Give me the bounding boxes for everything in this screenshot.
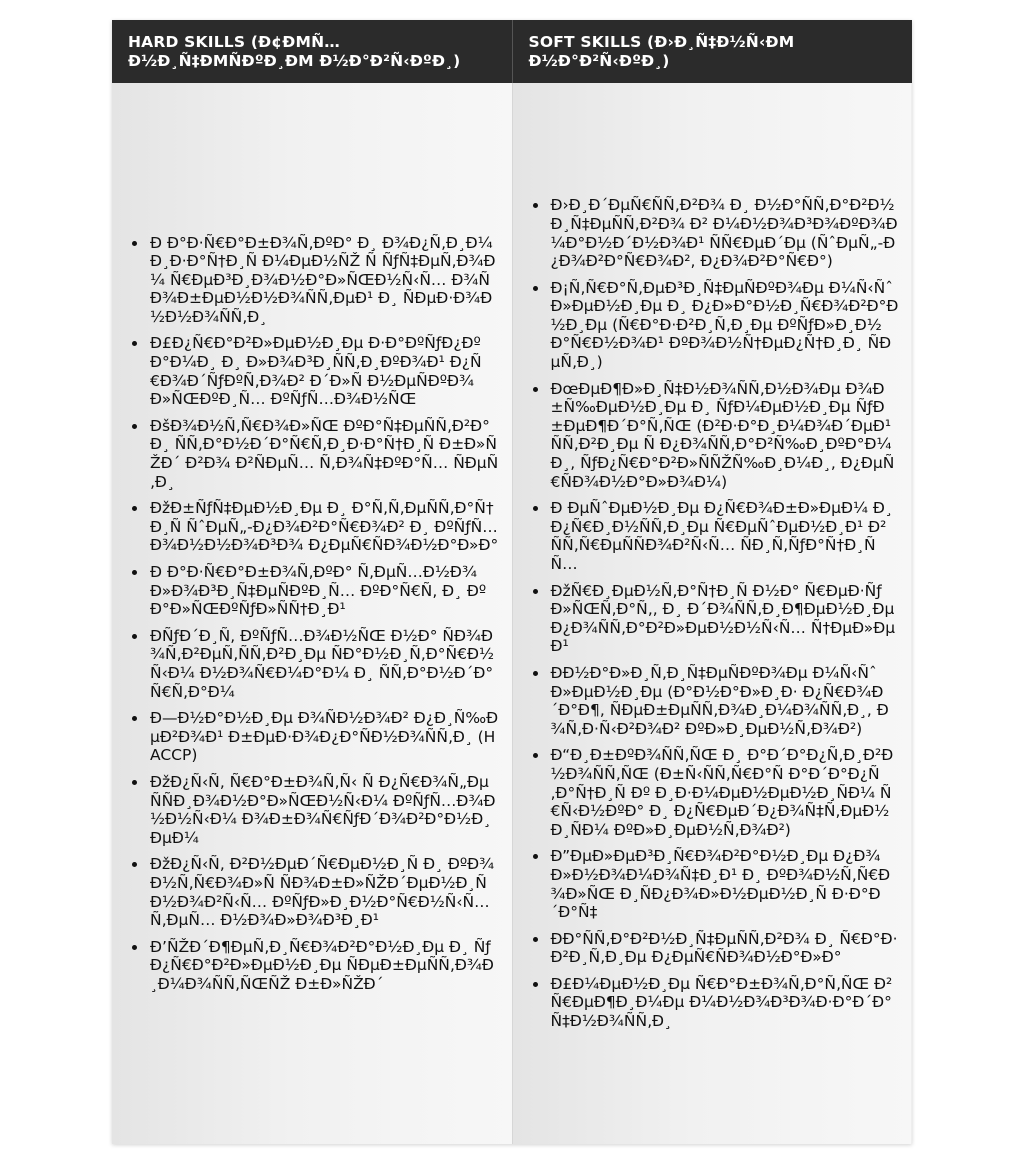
hard-skill-item: • Ð—Ð½Ð°Ð½Ð¸Ðµ Ð¾ÑÐ½Ð¾Ð² Ð¿Ð¸Ñ‰ÐµÐ²Ð¾Ð¹ Ð±ÐµÐ·Ð¾Ð¿Ð°ÑÐ½Ð¾ÑÑ‚Ð¸ (HACCP): [148, 709, 500, 765]
soft-skill-item: • ÐœÐµÐ¶Ð»Ð¸Ñ‡Ð½Ð¾ÑÑ‚Ð½Ð¾Ðµ Ð¾Ð±Ñ‰ÐµÐ½Ð¸Ðµ Ð¸ ÑƒÐ¼ÐµÐ½Ð¸Ðµ ÑƒÐ±ÐµÐ¶Ð´Ð°Ñ‚ÑŒ (Ð²Ð·Ð°Ð¸Ð¼Ð¾Ð´ÐµÐ¹ÑÑ‚Ð²Ð¸Ðµ Ñ Ð¿Ð¾ÑÑ‚Ð°Ð²Ñ‰Ð¸ÐºÐ°Ð¼Ð¸, ÑƒÐ¿Ñ€Ð°Ð²Ð»ÑÑŽÑ‰Ð¸Ð¼Ð¸, Ð¿ÐµÑ€ÑÐ¾Ð½Ð°Ð»Ð¾Ð¼): [549, 380, 901, 492]
soft-skill-item: • Ð£Ð¼ÐµÐ½Ð¸Ðµ Ñ€Ð°Ð±Ð¾Ñ‚Ð°Ñ‚ÑŒ Ð² Ñ€ÐµÐ¶Ð¸Ð¼Ðµ Ð¼Ð½Ð¾Ð³Ð¾Ð·Ð°Ð´Ð°Ñ‡Ð½Ð¾ÑÑ‚Ð¸: [549, 975, 901, 1031]
hard-skills-cell: [112, 83, 512, 1144]
hard-skill-item: • Ð Ð°Ð·Ñ€Ð°Ð±Ð¾Ñ‚ÐºÐ° Ñ‚ÐµÑ…Ð½Ð¾Ð»Ð¾Ð³Ð¸Ñ‡ÐµÑÐºÐ¸Ñ… ÐºÐ°Ñ€Ñ‚ Ð¸ ÐºÐ°Ð»ÑŒÐºÑƒÐ»ÑÑ†Ð¸Ð¹: [148, 563, 500, 619]
soft-skill-item: • Ð›Ð¸Ð´ÐµÑ€ÑÑ‚Ð²Ð¾ Ð¸ Ð½Ð°ÑÑ‚Ð°Ð²Ð½Ð¸Ñ‡ÐµÑÑ‚Ð²Ð¾ Ð² Ð¼Ð½Ð¾Ð³Ð¾ÐºÐ¾Ð¼Ð°Ð½Ð´Ð½Ð¾Ð¹ ÑÑ€ÐµÐ´Ðµ (ÑˆÐµÑ„-Ð¿Ð¾Ð²Ð°Ñ€Ð¾Ð², Ð¿Ð¾Ð²Ð°Ñ€Ð°): [549, 196, 901, 270]
hard-skills-header: HARD SKILLS (Ð¢ÐMÑ… Ð½Ð¸Ñ‡ÐMÑÐºÐ¸ÐM Ð½Ð°Ð²Ñ‹ÐºÐ¸): [112, 20, 512, 83]
soft-skill-item: • ÐžÑ€Ð¸ÐµÐ½Ñ‚Ð°Ñ†Ð¸Ñ Ð½Ð° Ñ€ÐµÐ·ÑƒÐ»ÑŒÑ‚Ð°Ñ‚, Ð¸ Ð´Ð¾ÑÑ‚Ð¸Ð¶ÐµÐ½Ð¸Ðµ Ð¿Ð¾ÑÑ‚Ð°Ð²Ð»ÐµÐ½Ð½Ñ‹Ñ… Ñ†ÐµÐ»ÐµÐ¹: [549, 582, 901, 656]
soft-skill-item: • Ð¡Ñ‚Ñ€Ð°Ñ‚ÐµÐ³Ð¸Ñ‡ÐµÑÐºÐ¾Ðµ Ð¼Ñ‹ÑˆÐ»ÐµÐ½Ð¸Ðµ Ð¸ Ð¿Ð»Ð°Ð½Ð¸Ñ€Ð¾Ð²Ð°Ð½Ð¸Ðµ (Ñ€Ð°Ð·Ð²Ð¸Ñ‚Ð¸Ðµ ÐºÑƒÐ»Ð¸Ð½Ð°Ñ€Ð½Ð¾Ð¹ ÐºÐ¾Ð½Ñ†ÐµÐ¿Ñ†Ð¸Ð¸ ÑÐµÑ‚Ð¸): [549, 279, 901, 372]
hard-skill-item: • ÐžÐ±ÑƒÑ‡ÐµÐ½Ð¸Ðµ Ð¸ Ð°Ñ‚Ñ‚ÐµÑÑ‚Ð°Ñ†Ð¸Ñ ÑˆÐµÑ„-Ð¿Ð¾Ð²Ð°Ñ€Ð¾Ð² Ð¸ ÐºÑƒÑ…Ð¾Ð½Ð½Ð¾Ð³Ð¾ Ð¿ÐµÑ€ÑÐ¾Ð½Ð°Ð»Ð°: [148, 499, 500, 555]
soft-skill-item: • Ð ÐµÑˆÐµÐ½Ð¸Ðµ Ð¿Ñ€Ð¾Ð±Ð»ÐµÐ¼ Ð¸ Ð¿Ñ€Ð¸Ð½ÑÑ‚Ð¸Ðµ Ñ€ÐµÑˆÐµÐ½Ð¸Ð¹ Ð² ÑÑ‚Ñ€ÐµÑÑÐ¾Ð²Ñ‹Ñ… ÑÐ¸Ñ‚ÑƒÐ°Ñ†Ð¸ÑÑ…: [549, 499, 901, 573]
soft-skill-item: • ÐÐ½Ð°Ð»Ð¸Ñ‚Ð¸Ñ‡ÐµÑÐºÐ¾Ðµ Ð¼Ñ‹ÑˆÐ»ÐµÐ½Ð¸Ðµ (Ð°Ð½Ð°Ð»Ð¸Ð· Ð¿Ñ€Ð¾Ð´Ð°Ð¶, ÑÐµÐ±ÐµÑÑ‚Ð¾Ð¸Ð¼Ð¾ÑÑ‚Ð¸, Ð¾Ñ‚Ð·Ñ‹Ð²Ð¾Ð² ÐºÐ»Ð¸ÐµÐ½Ñ‚Ð¾Ð²): [549, 664, 901, 738]
soft-skill-item: • Ð“Ð¸Ð±ÐºÐ¾ÑÑ‚ÑŒ Ð¸ Ð°Ð´Ð°Ð¿Ñ‚Ð¸Ð²Ð½Ð¾ÑÑ‚ÑŒ (Ð±Ñ‹ÑÑ‚Ñ€Ð°Ñ Ð°Ð´Ð°Ð¿Ñ‚Ð°Ñ†Ð¸Ñ Ðº Ð¸Ð·Ð¼ÐµÐ½ÐµÐ½Ð¸ÑÐ¼ Ñ€Ñ‹Ð½ÐºÐ° Ð¸ Ð¿Ñ€ÐµÐ´Ð¿Ð¾Ñ‡Ñ‚ÐµÐ½Ð¸ÑÐ¼ ÐºÐ»Ð¸ÐµÐ½Ñ‚Ð¾Ð²): [549, 746, 901, 839]
soft-skills-header: SOFT SKILLS (Ð›Ð¸Ñ‡Ð½Ñ‹ÐM Ð½Ð°Ð²Ñ‹ÐºÐ¸): [512, 20, 912, 83]
header-row: [112, 20, 912, 83]
hard-skill-item: • Ð£Ð¿Ñ€Ð°Ð²Ð»ÐµÐ½Ð¸Ðµ Ð·Ð°ÐºÑƒÐ¿ÐºÐ°Ð¼Ð¸ Ð¸ Ð»Ð¾Ð³Ð¸ÑÑ‚Ð¸ÐºÐ¾Ð¹ Ð¿Ñ€Ð¾Ð´ÑƒÐºÑ‚Ð¾Ð² Ð´Ð»Ñ Ð½ÐµÑÐºÐ¾Ð»ÑŒÐºÐ¸Ñ… ÐºÑƒÑ…Ð¾Ð½ÑŒ: [148, 334, 500, 408]
hard-skill-item: • ÐÑƒÐ´Ð¸Ñ‚ ÐºÑƒÑ…Ð¾Ð½ÑŒ Ð½Ð° ÑÐ¾Ð¾Ñ‚Ð²ÐµÑ‚ÑÑ‚Ð²Ð¸Ðµ ÑÐ°Ð½Ð¸Ñ‚Ð°Ñ€Ð½Ñ‹Ð¼ Ð½Ð¾Ñ€Ð¼Ð°Ð¼ Ð¸ ÑÑ‚Ð°Ð½Ð´Ð°Ñ€Ñ‚Ð°Ð¼: [148, 627, 500, 701]
soft-skill-item: • Ð”ÐµÐ»ÐµÐ³Ð¸Ñ€Ð¾Ð²Ð°Ð½Ð¸Ðµ Ð¿Ð¾Ð»Ð½Ð¾Ð¼Ð¾Ñ‡Ð¸Ð¹ Ð¸ ÐºÐ¾Ð½Ñ‚Ñ€Ð¾Ð»ÑŒ Ð¸ÑÐ¿Ð¾Ð»Ð½ÐµÐ½Ð¸Ñ Ð·Ð°Ð´Ð°Ñ‡: [549, 847, 901, 921]
content-row: [112, 83, 912, 1144]
hard-skill-item: • ÐžÐ¿Ñ‹Ñ‚ Ñ€Ð°Ð±Ð¾Ñ‚Ñ‹ Ñ Ð¿Ñ€Ð¾Ñ„ÐµÑÑÐ¸Ð¾Ð½Ð°Ð»ÑŒÐ½Ñ‹Ð¼ ÐºÑƒÑ…Ð¾Ð½Ð½Ñ‹Ð¼ Ð¾Ð±Ð¾Ñ€ÑƒÐ´Ð¾Ð²Ð°Ð½Ð¸ÐµÐ¼: [148, 773, 500, 847]
skills-document: [112, 20, 912, 1144]
hard-skill-item: • Ð Ð°Ð·Ñ€Ð°Ð±Ð¾Ñ‚ÐºÐ° Ð¸ Ð¾Ð¿Ñ‚Ð¸Ð¼Ð¸Ð·Ð°Ñ†Ð¸Ñ Ð¼ÐµÐ½ÑŽ Ñ ÑƒÑ‡ÐµÑ‚Ð¾Ð¼ Ñ€ÐµÐ³Ð¸Ð¾Ð½Ð°Ð»ÑŒÐ½Ñ‹Ñ… Ð¾ÑÐ¾Ð±ÐµÐ½Ð½Ð¾ÑÑ‚ÐµÐ¹ Ð¸ ÑÐµÐ·Ð¾Ð½Ð½Ð¾ÑÑ‚Ð¸: [148, 234, 500, 327]
hard-skills-list: [112, 234, 512, 994]
skills-table: [112, 20, 912, 1144]
hard-skill-item: • ÐšÐ¾Ð½Ñ‚Ñ€Ð¾Ð»ÑŒ ÐºÐ°Ñ‡ÐµÑÑ‚Ð²Ð° Ð¸ ÑÑ‚Ð°Ð½Ð´Ð°Ñ€Ñ‚Ð¸Ð·Ð°Ñ†Ð¸Ñ Ð±Ð»ÑŽÐ´ Ð²Ð¾ Ð²ÑÐµÑ… Ñ‚Ð¾Ñ‡ÐºÐ°Ñ… ÑÐµÑ‚Ð¸: [148, 417, 500, 491]
soft-skills-list: [513, 196, 913, 1030]
hard-skill-item: • Ð’ÑŽÐ´Ð¶ÐµÑ‚Ð¸Ñ€Ð¾Ð²Ð°Ð½Ð¸Ðµ Ð¸ ÑƒÐ¿Ñ€Ð°Ð²Ð»ÐµÐ½Ð¸Ðµ ÑÐµÐ±ÐµÑÑ‚Ð¾Ð¸Ð¼Ð¾ÑÑ‚ÑŒÑŽ Ð±Ð»ÑŽÐ´: [148, 938, 500, 994]
hard-skill-item: • ÐžÐ¿Ñ‹Ñ‚ Ð²Ð½ÐµÐ´Ñ€ÐµÐ½Ð¸Ñ Ð¸ ÐºÐ¾Ð½Ñ‚Ñ€Ð¾Ð»Ñ ÑÐ¾Ð±Ð»ÑŽÐ´ÐµÐ½Ð¸Ñ Ð½Ð¾Ð²Ñ‹Ñ… ÐºÑƒÐ»Ð¸Ð½Ð°Ñ€Ð½Ñ‹Ñ… Ñ‚ÐµÑ… Ð½Ð¾Ð»Ð¾Ð³Ð¸Ð¹: [148, 855, 500, 929]
soft-skill-item: • ÐÐ°ÑÑ‚Ð°Ð²Ð½Ð¸Ñ‡ÐµÑÑ‚Ð²Ð¾ Ð¸ Ñ€Ð°Ð·Ð²Ð¸Ñ‚Ð¸Ðµ Ð¿ÐµÑ€ÑÐ¾Ð½Ð°Ð»Ð°: [549, 930, 901, 967]
soft-skills-cell: [512, 83, 912, 1144]
